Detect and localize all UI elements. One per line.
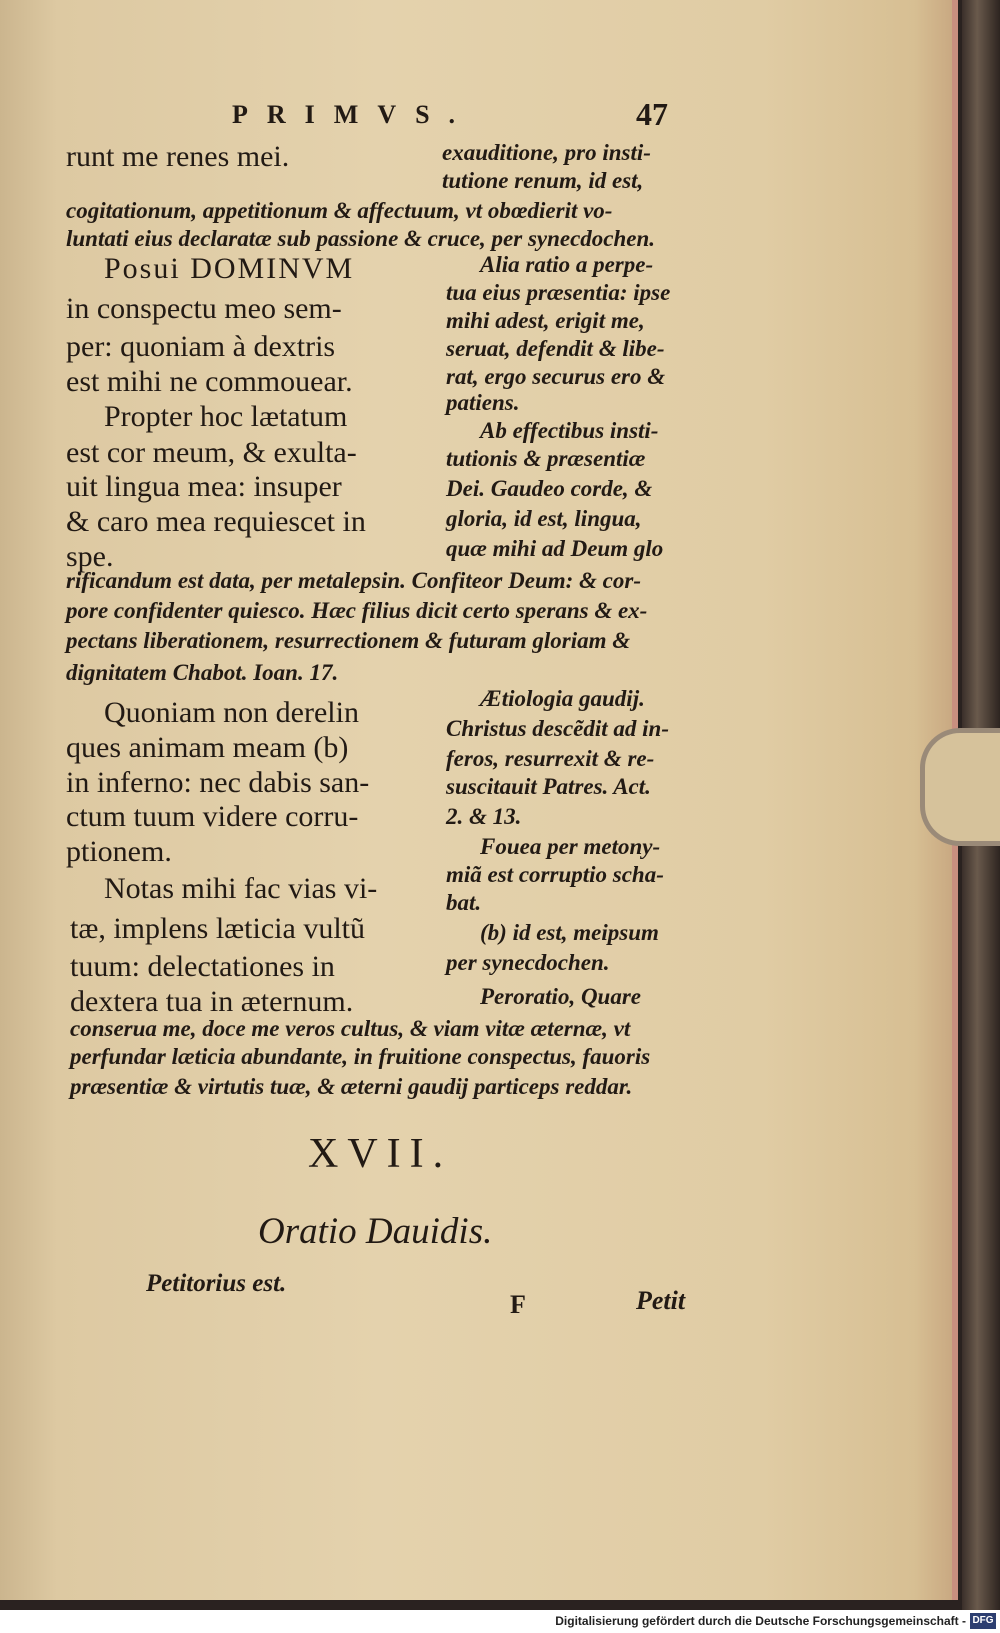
note-line: Ætiologia gaudij.: [480, 686, 645, 711]
page-clip: [920, 728, 1000, 846]
main-line: tæ, implens læticia vultũ: [70, 912, 365, 945]
main-line: Notas mihi fac vias vi-: [104, 872, 378, 905]
note-line: Christus descẽdit ad in-: [446, 716, 670, 741]
main-line: per: quoniam à dextris: [66, 330, 336, 363]
commentary-line: pore confidenter quiesco. Hæc filius dicit certo sperans & ex-: [66, 598, 648, 623]
commentary-line: conserua me, doce me veros cultus, & viam vitæ æternæ, vt: [70, 1016, 631, 1041]
note-line: Peroratio, Quare: [480, 984, 641, 1009]
main-line: in inferno: nec dabis san-: [66, 766, 370, 799]
main-line: tuum: delectationes in: [70, 950, 335, 983]
main-line: runt me renes mei.: [66, 140, 290, 173]
main-line: dextera tua in æternum.: [70, 985, 354, 1018]
commentary-line: rificandum est data, per metalepsin. Confiteor Deum: & cor-: [66, 568, 641, 593]
note-line: mihi adest, erigit me,: [446, 308, 645, 333]
note-line: per synecdochen.: [446, 950, 610, 975]
note-line: gloria, id est, lingua,: [446, 506, 642, 531]
main-line: ques animam meam (b): [66, 731, 349, 764]
note-line: seruat, defendit & libe-: [446, 336, 665, 361]
note-line: (b) id est, meipsum: [480, 920, 659, 945]
commentary-line: præsentiæ & virtutis tuæ, & æterni gaudij particeps reddar.: [70, 1074, 633, 1099]
signature-mark: F: [510, 1290, 526, 1319]
main-line: ptionem.: [66, 835, 172, 868]
main-line: uit lingua mea: insuper: [66, 470, 342, 503]
running-head: PRIMVS.: [232, 100, 475, 129]
note-line: miã est corruptio scha-: [446, 862, 664, 887]
note-line: Ab effectibus insti-: [480, 418, 659, 443]
note-line: 2. & 13.: [446, 804, 522, 829]
chapter-title: Oratio Dauidis.: [258, 1211, 493, 1252]
catchword: Petit: [636, 1286, 686, 1315]
main-line: est mihi ne commouear.: [66, 365, 353, 398]
main-line: Posui DOMINVM: [104, 252, 355, 285]
main-line: Quoniam non derelin: [104, 696, 359, 729]
chapter-number: XVII.: [308, 1131, 453, 1177]
main-line: Propter hoc lætatum: [104, 400, 348, 433]
main-line: spe.: [66, 540, 114, 573]
commentary-line: pectans liberationem, resurrectionem & futuram gloriam &: [66, 628, 631, 653]
note-line: tutionis & præsentiæ: [446, 446, 646, 471]
side-note: Petitorius est.: [146, 1270, 287, 1297]
funding-credit: Digitalisierung gefördert durch die Deutsche Forschungsgemeinschaft -: [555, 1614, 966, 1628]
note-line: Alia ratio a perpe-: [480, 252, 654, 277]
note-line: tua eius præsentia: ipse: [446, 280, 671, 305]
commentary-line: cogitationum, appetitionum & affectuum, vt obœdierit vo-: [66, 198, 613, 223]
note-line: Dei. Gaudeo corde, &: [446, 476, 653, 501]
note-line: feros, resurrexit & re-: [446, 746, 655, 771]
page-number: 47: [636, 96, 668, 132]
commentary-line: perfundar læticia abundante, in fruitione conspectus, fauoris: [70, 1044, 651, 1069]
note-line: rat, ergo securus ero &: [446, 364, 666, 389]
note-line: Fouea per metony-: [480, 834, 661, 859]
dfg-logo: DFG: [970, 1613, 996, 1629]
commentary-line: dignitatem Chabot. Ioan. 17.: [66, 660, 339, 685]
footer-bar: [0, 1612, 1000, 1633]
commentary-line: luntati eius declaratæ sub passione & cruce, per synecdochen.: [66, 226, 656, 251]
main-line: in conspectu meo sem-: [66, 292, 342, 325]
note-line: bat.: [446, 890, 482, 915]
note-line: quæ mihi ad Deum glo: [446, 536, 664, 561]
main-line: ctum tuum videre corru-: [66, 800, 359, 833]
main-line: & caro mea requiescet in: [66, 505, 366, 538]
note-line: patiens.: [446, 390, 520, 415]
note-line: suscitauit Patres. Act.: [446, 774, 651, 799]
note-line: exauditione, pro insti-: [442, 140, 651, 165]
main-line: est cor meum, & exulta-: [66, 436, 357, 469]
note-line: tutione renum, id est,: [442, 168, 644, 193]
